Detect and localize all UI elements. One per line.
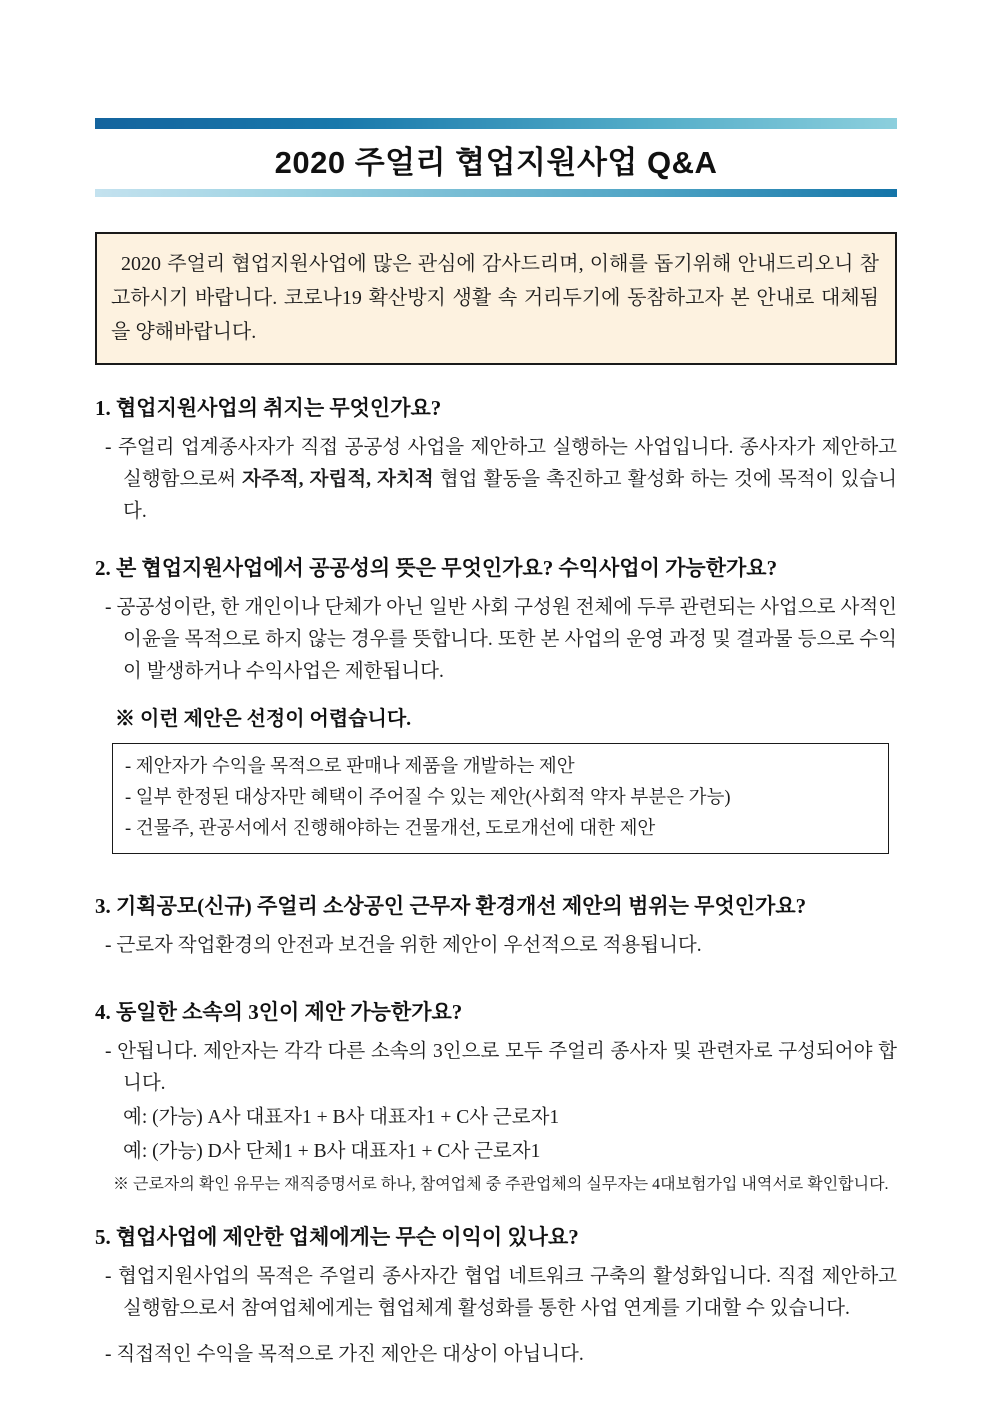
qa-section-4 [95, 996, 897, 1198]
intro-notice-text: 2020 주얼리 협업지원사업에 많은 관심에 감사드리며, 이해를 돕기위해 안내드리오니 참고하시기 바랍니다. 코로나19 확산방지 생활 속 거리두기에 동참하고자 본 안내로 대체됨을 양해바랍니다. [111, 253, 879, 343]
question-4-heading: 4. 동일한 소속의 3인이 제안 가능한가요? [95, 1000, 463, 1024]
question-3-heading: 3. 기획공모(신규) 주얼리 소상공인 근무자 환경개선 제안의 범위는 무엇인가요? [95, 894, 807, 918]
qa-section-5 [95, 1221, 897, 1371]
question-1-heading: 1. 협업지원사업의 취지는 무엇인가요? [95, 396, 442, 420]
question-2-answer: - 공공성이란, 한 개인이나 단체가 아닌 일반 사회 구성원 전체에 두루 관련되는 사업으로 사적인 이윤을 목적으로 하지 않는 경우를 뜻합니다. 또한 본 사업의 운영 과정 및 결과물 등으로 수익이 발생하거나 수익사업은 제한됩니다. [105, 597, 897, 682]
question-2-heading: 2. 본 협업지원사업에서 공공성의 뜻은 무엇인가요? 수익사업이 가능한가요? [95, 556, 778, 580]
answer-text-post: 협업 활동을 촉진하고 활성화 하는 것에 목적이 있습니다. [123, 469, 897, 522]
header-bottom-rule [95, 189, 897, 197]
question-2-warning-note: ※ 이런 제안은 선정이 어렵습니다. [115, 708, 412, 730]
answer-text-pre: - 주얼리 업계종사자가 직접 공공성 사업을 제안하고 실행하는 사업입니다. 종사자가 제안하고 실행함으로써 [105, 437, 897, 490]
question-4-example-1: 예: (가능) A사 대표자1 + B사 대표자1 + C사 근로자1 [123, 1107, 560, 1128]
answer-text-bold: 자주적, 자립적, 자치적 [242, 469, 434, 490]
qa-section-3 [95, 890, 897, 962]
question-5-heading: 5. 협업사업에 제안한 업체에게는 무슨 이익이 있나요? [95, 1225, 579, 1249]
question-3-answer: - 근로자 작업환경의 안전과 보건을 위한 제안이 우선적으로 적용됩니다. [105, 935, 702, 956]
question-4-answer: - 안됩니다. 제안자는 각각 다른 소속의 3인으로 모두 주얼리 종사자 및 관련자로 구성되어야 합니다. [105, 1041, 897, 1094]
document-header [95, 118, 897, 197]
question-4-example-2: 예: (가능) D사 단체1 + B사 대표자1 + C사 근로자1 [123, 1141, 541, 1162]
question-1-answer [95, 432, 897, 528]
intro-notice-box [95, 232, 897, 365]
question-5-answer-2: - 직접적인 수익을 목적으로 가진 제안은 대상이 아닙니다. [105, 1344, 584, 1365]
qa-section-2 [95, 552, 897, 854]
question-5-answer-1: - 협업지원사업의 목적은 주얼리 종사자간 협업 네트워크 구축의 활성화입니다. 직접 제안하고 실행함으로서 참여업체에게는 협업체계 활성화를 통한 사업 연계를 기대할 수 있습니다. [105, 1266, 897, 1319]
qa-section-1 [95, 392, 897, 528]
excluded-proposals-box [112, 743, 889, 854]
page-title: 2020 주얼리 협업지원사업 Q&A [274, 145, 718, 180]
excluded-item: - 건물주, 관공서에서 진행해야하는 건물개선, 도로개선에 대한 제안 [125, 819, 656, 839]
excluded-item: - 제안자가 수익을 목적으로 판매나 제품을 개발하는 제안 [125, 757, 575, 777]
excluded-item: - 일부 한정된 대상자만 혜택이 주어질 수 있는 제안(사회적 약자 부분은 가능) [125, 788, 731, 808]
header-top-rule [95, 118, 897, 129]
question-4-footnote: ※ 근로자의 확인 유무는 재직증명서로 하나, 참여업체 중 주관업체의 실무자는 4대보험가입 내역서로 확인합니다. [113, 1176, 889, 1193]
